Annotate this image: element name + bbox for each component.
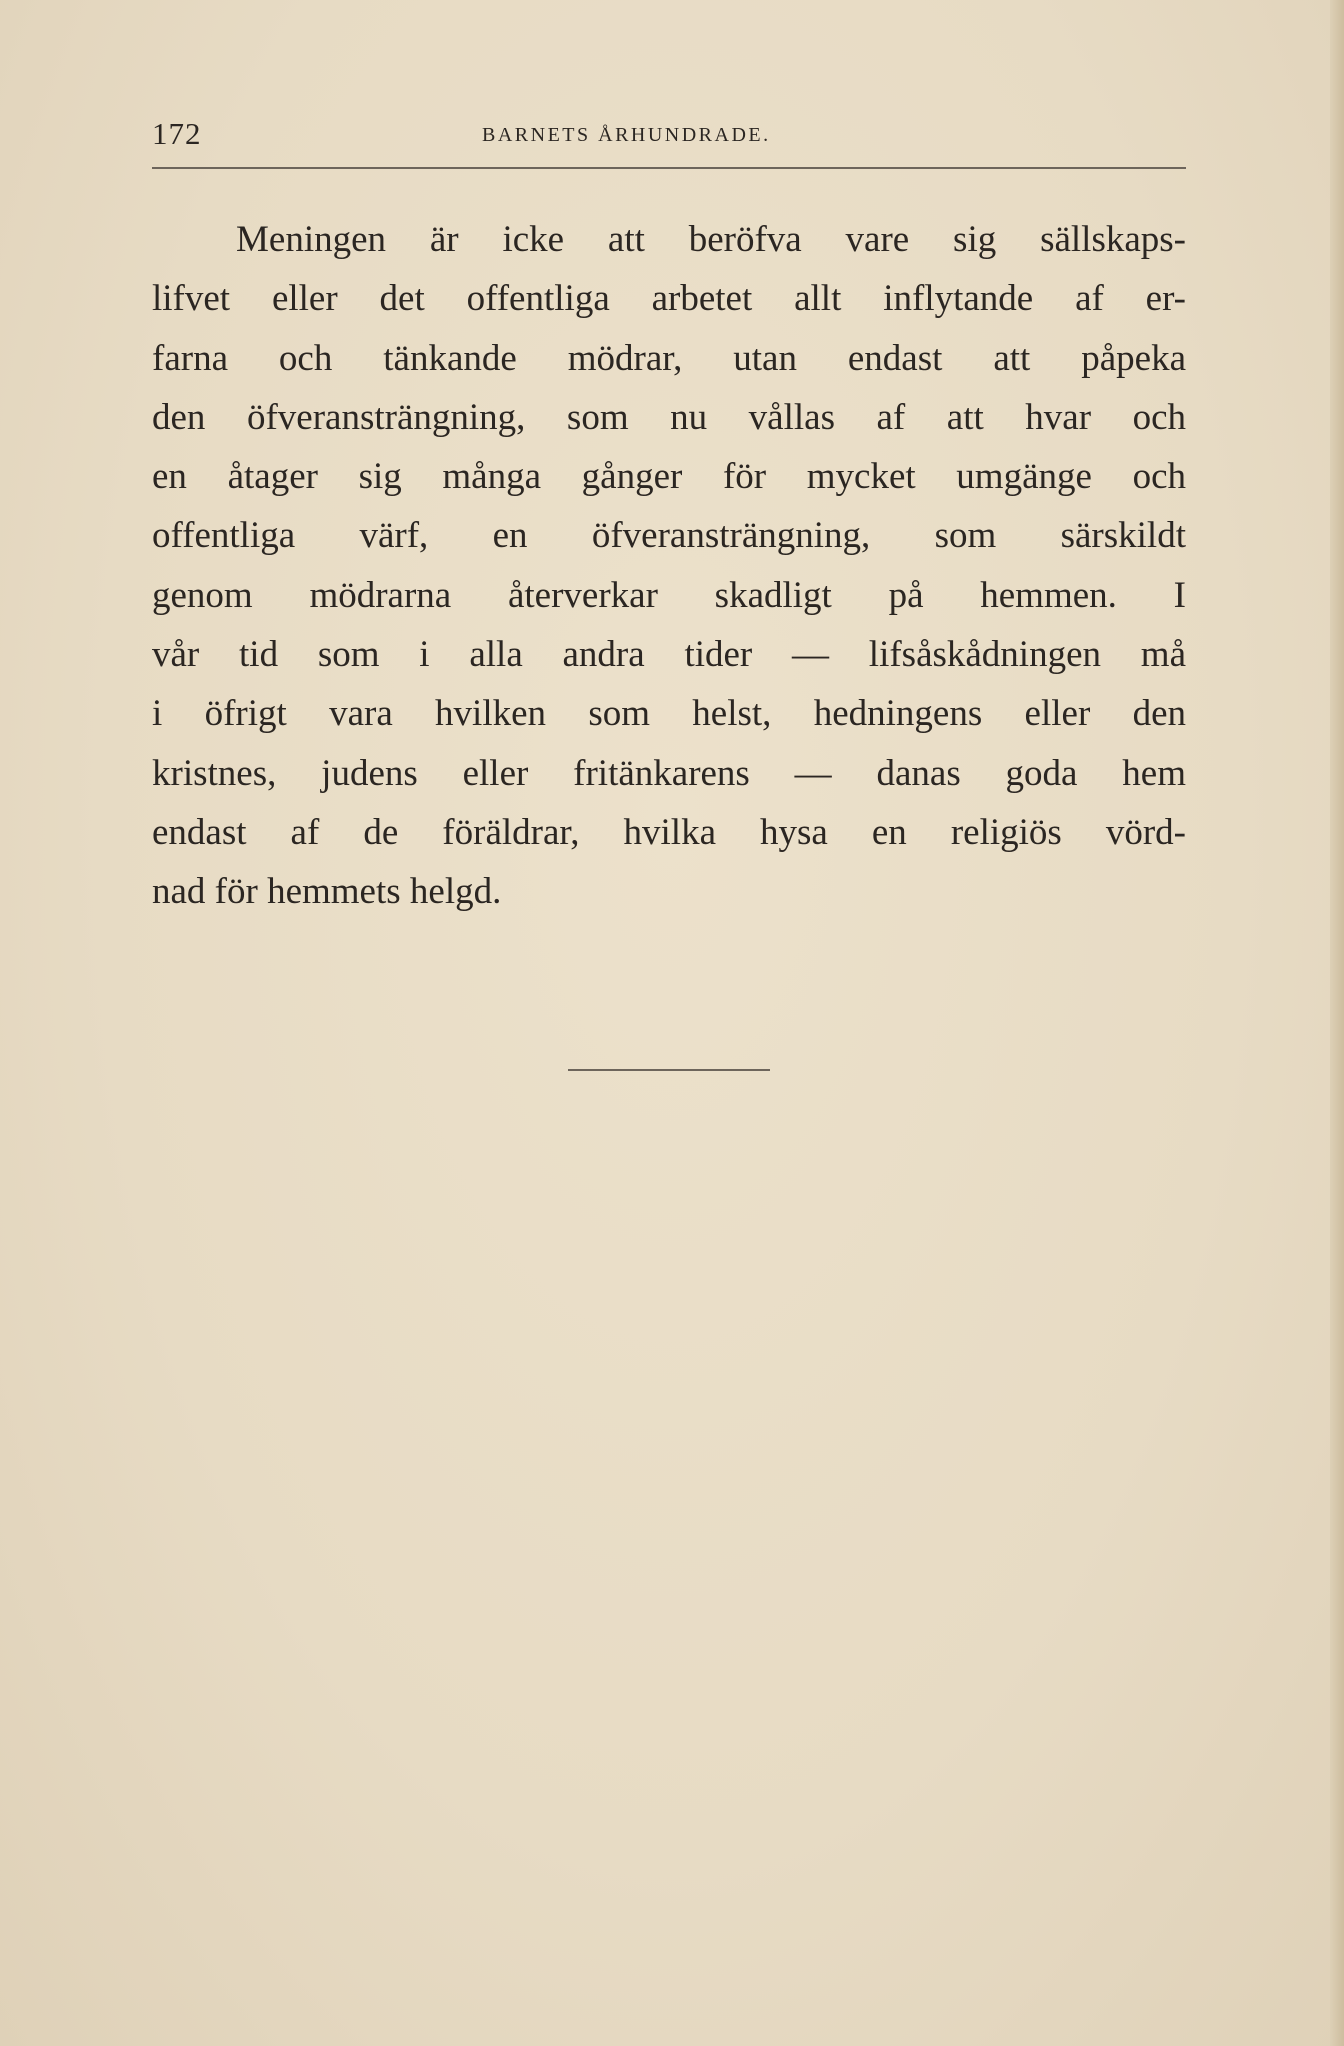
text-line: Meningen är icke att beröfva vare sig sällskaps- — [236, 219, 1186, 260]
page-header — [152, 116, 1186, 156]
body-paragraph — [152, 210, 1186, 922]
text-line: nad för hemmets helgd. — [152, 871, 502, 913]
page-edge — [1330, 0, 1344, 2046]
text-line: i öfrigt vara hvilken som helst, hedningens eller den — [152, 693, 1186, 735]
text-line: farna och tänkande mödrar, utan endast att påpeka — [152, 337, 1186, 379]
text-line: genom mödrarna återverkar skadligt på hemmen. I — [152, 574, 1186, 616]
running-title: BARNETS ÅRHUNDRADE. — [482, 124, 771, 146]
text-line: en åtager sig många gånger för mycket umgänge och — [152, 456, 1186, 498]
text-line: vår tid som i alla andra tider — lifsåskådningen må — [152, 634, 1186, 676]
text-line: den öfveransträngning, som nu vållas af att hvar och — [152, 396, 1186, 438]
text-line: kristnes, judens eller fritänkarens — danas goda hem — [152, 752, 1186, 794]
text-line: offentliga värf, en öfveransträngning, som särskildt — [152, 515, 1186, 557]
section-end-rule — [568, 1069, 770, 1071]
page-number: 172 — [152, 116, 202, 151]
text-line: lifvet eller det offentliga arbetet allt inflytande af er- — [152, 278, 1186, 320]
header-rule — [152, 167, 1186, 169]
text-line: endast af de föräldrar, hvilka hysa en religiös vörd- — [152, 811, 1186, 853]
